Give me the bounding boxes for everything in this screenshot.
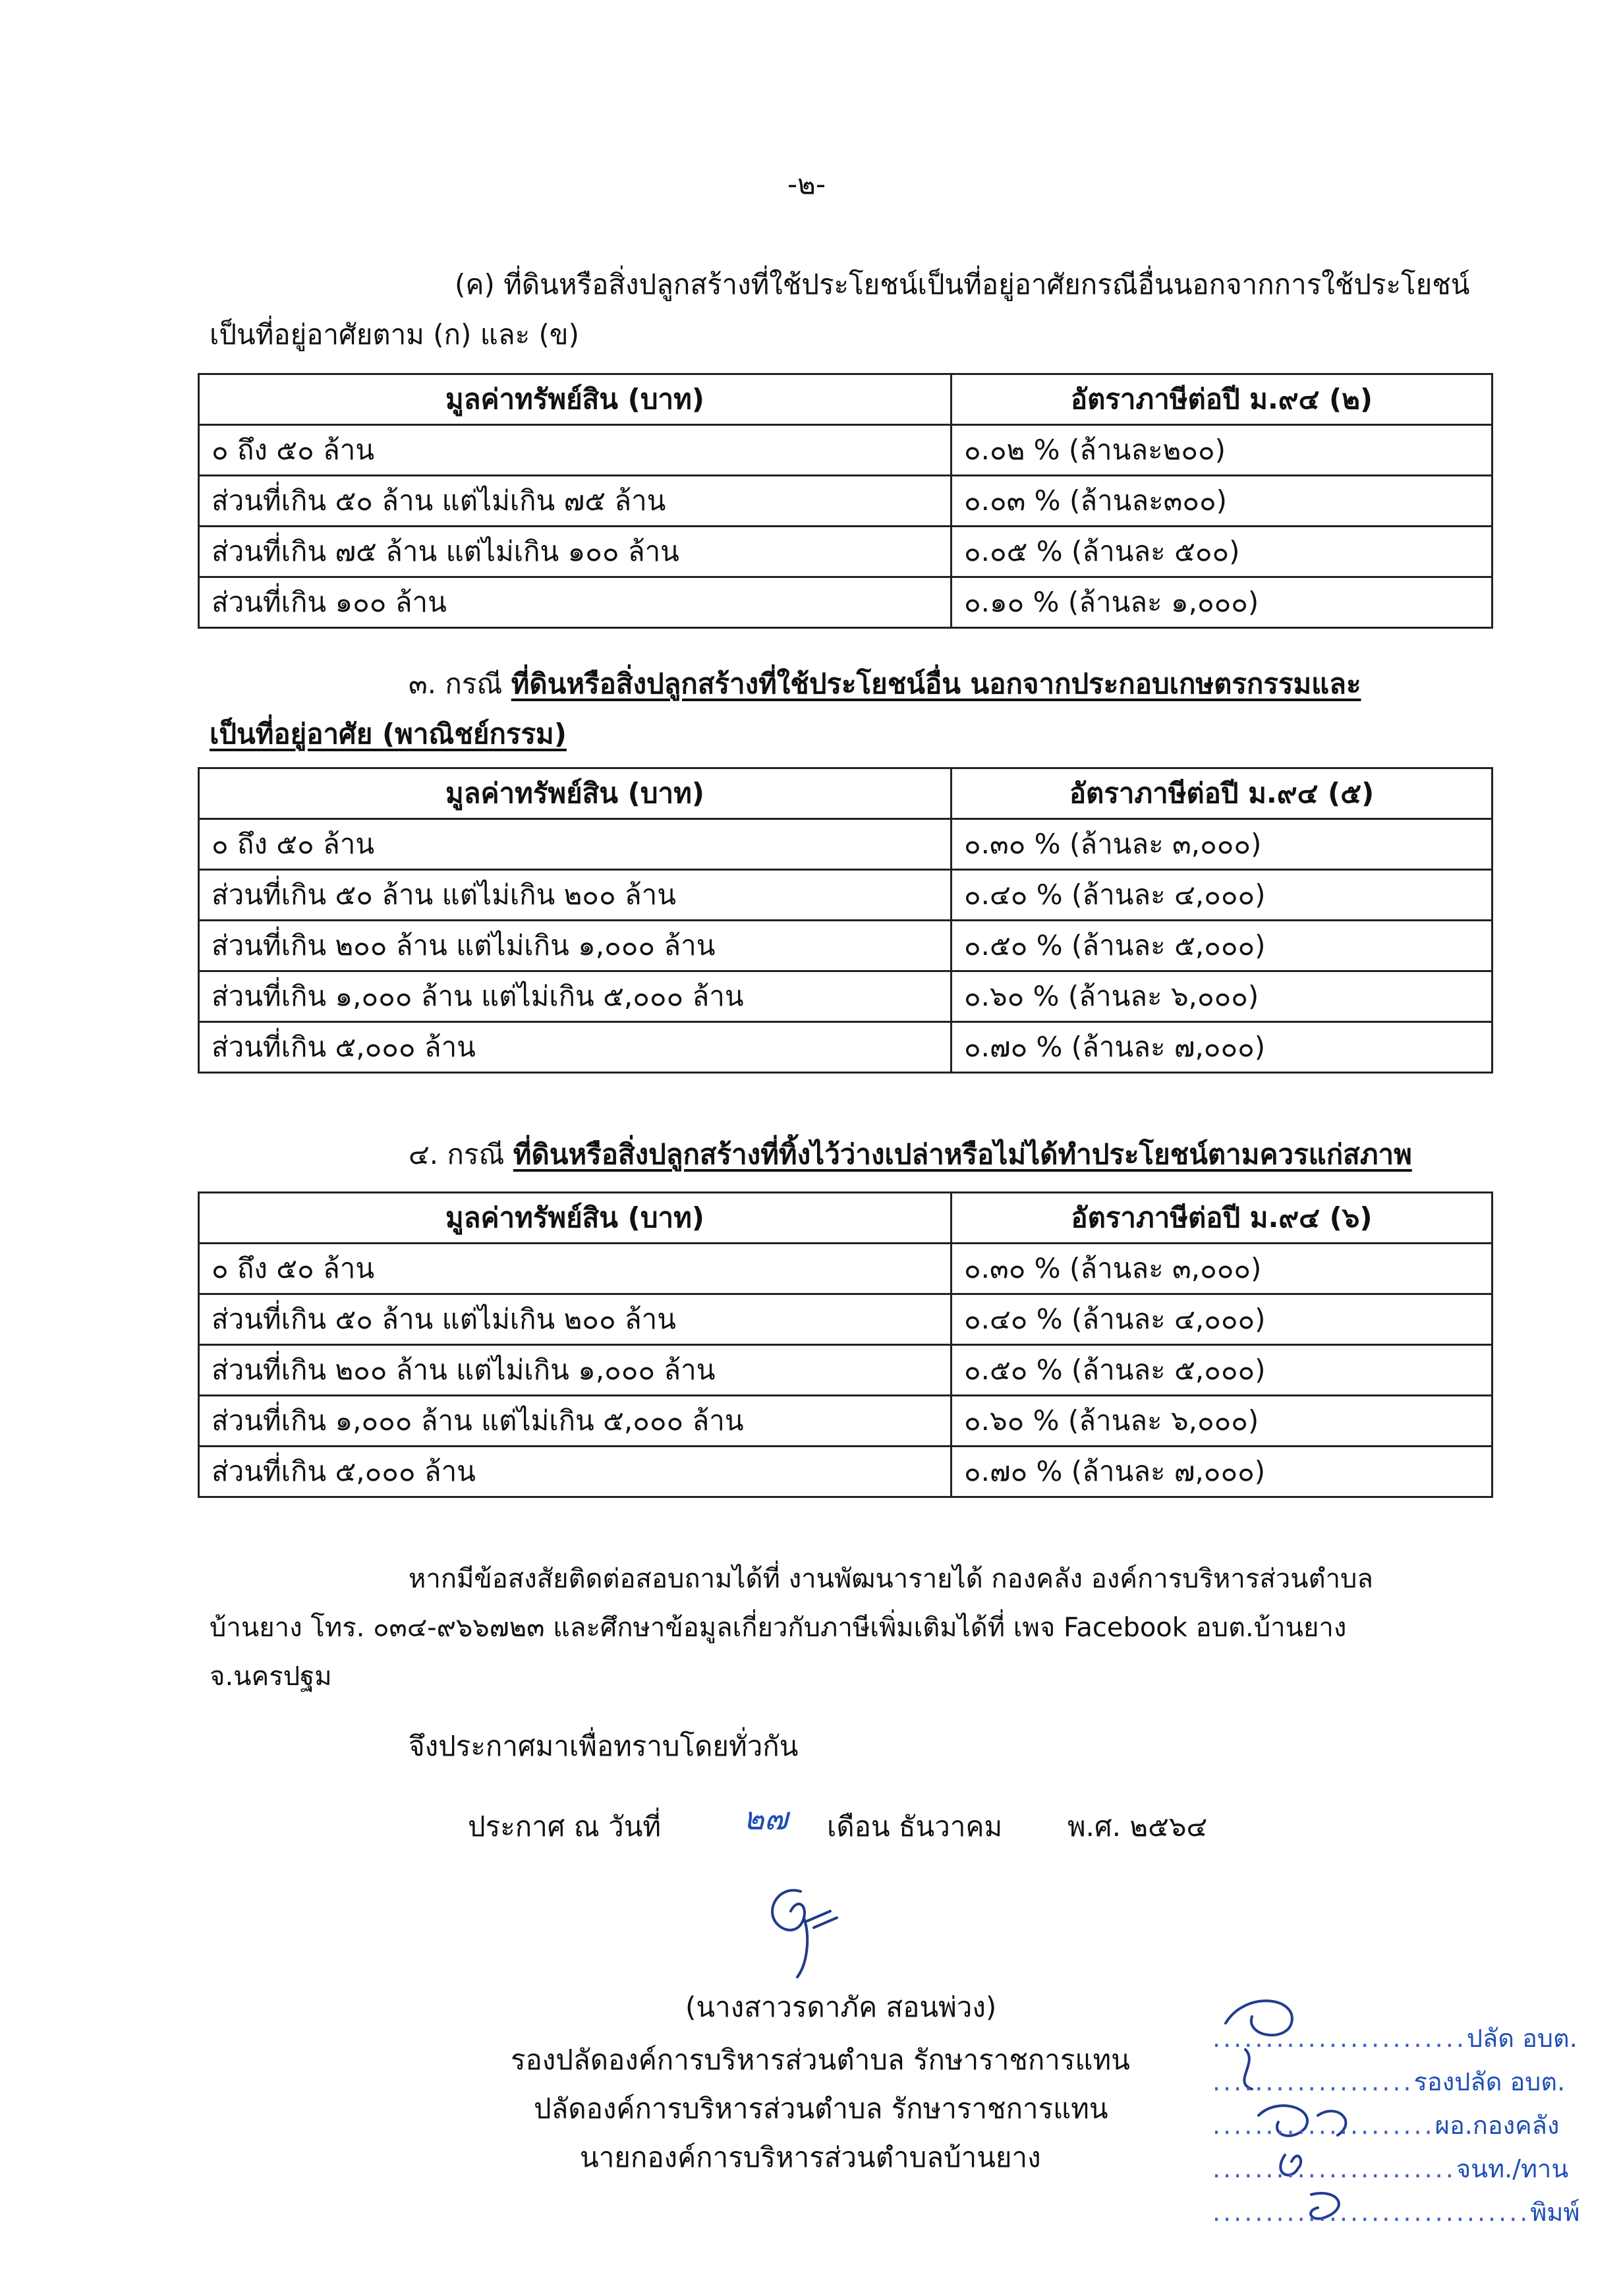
tax-rate-cell: ๐.๗๐ % (ล้านละ ๗,๐๐๐)	[952, 1447, 1492, 1497]
contact-line3: จ.นครปฐม	[210, 1661, 332, 1692]
table-row	[199, 1345, 1492, 1396]
table-row	[199, 476, 1492, 527]
signatory-name: (นางสาวรดาภัค สอนพ่วง)	[685, 1991, 997, 2023]
tax-rate-cell: ๐.๕๐ % (ล้านละ ๕,๐๐๐)	[952, 921, 1492, 971]
routing-label: พิมพ์	[1530, 2198, 1580, 2227]
table-row	[199, 1447, 1492, 1497]
property-value-cell: ส่วนที่เกิน ๑,๐๐๐ ล้าน แต่ไม่เกิน ๕,๐๐๐ ล้าน	[199, 971, 952, 1022]
tax-rate-cell: ๐.๑๐ % (ล้านละ ๑,๐๐๐)	[952, 577, 1492, 628]
column-header-tax-rate: อัตราภาษีต่อปี ม.๙๔ (๒)	[952, 374, 1492, 425]
table-row	[199, 1244, 1492, 1294]
contact-line1: หากมีข้อสงสัยติดต่อสอบถามได้ที่ งานพัฒนารายได้ กองคลัง องค์การบริหารส่วนตำบล	[409, 1564, 1373, 1594]
column-header-tax-rate: อัตราภาษีต่อปี ม.๙๔ (๖)	[952, 1193, 1492, 1244]
section-3-prefix: ๓. กรณี	[409, 668, 511, 700]
routing-item: ..............................พิมพ์	[1212, 2198, 1580, 2227]
property-value-cell: ส่วนที่เกิน ๕๐ ล้าน แต่ไม่เกิน ๗๕ ล้าน	[199, 476, 952, 527]
tax-rate-table-vacant-land	[198, 1191, 1493, 1498]
routing-item: ........................ปลัด อบต.	[1212, 2024, 1577, 2053]
tax-rate-cell: ๐.๐๒ % (ล้านละ๒๐๐)	[952, 425, 1492, 476]
contact-line2: บ้านยาง โทร. ๐๓๔-๙๖๖๗๒๓ และศึกษาข้อมูลเกี่ยวกับภาษีเพิ่มเติมได้ที่ เพจ Facebook อบต.บ้านยาง	[210, 1613, 1347, 1643]
section-3-title-line1: ที่ดินหรือสิ่งปลูกสร้างที่ใช้ประโยชน์อื่น นอกจากประกอบเกษตรกรรมและ	[511, 668, 1361, 700]
column-header-property-value: มูลค่าทรัพย์สิน (บาท)	[199, 374, 952, 425]
table-row	[199, 971, 1492, 1022]
table-row	[199, 527, 1492, 577]
table-row	[199, 921, 1492, 971]
routing-label: จนท./ทาน	[1456, 2154, 1569, 2183]
section-4-prefix: ๔. กรณี	[409, 1138, 513, 1170]
property-value-cell: ส่วนที่เกิน ๗๕ ล้าน แต่ไม่เกิน ๑๐๐ ล้าน	[199, 527, 952, 577]
tax-rate-cell: ๐.๖๐ % (ล้านละ ๖,๐๐๐)	[952, 971, 1492, 1022]
table-row	[199, 870, 1492, 921]
signatory-title-line3: นายกองค์การบริหารส่วนตำบลบ้านยาง	[580, 2141, 1041, 2173]
page-number: -๒-	[787, 168, 826, 200]
section-3-title-line2: เป็นที่อยู่อาศัย (พาณิชย์กรรม)	[210, 718, 567, 750]
property-value-cell: ๐ ถึง ๕๐ ล้าน	[199, 1244, 952, 1294]
routing-label: ผอ.กองคลัง	[1434, 2111, 1560, 2140]
column-header-tax-rate: อัตราภาษีต่อปี ม.๙๔ (๕)	[952, 768, 1492, 819]
routing-label: ปลัด อบต.	[1466, 2024, 1577, 2053]
section-4-heading	[409, 1135, 1412, 1174]
routing-initials-list	[1212, 2017, 1580, 2234]
tax-rate-table-residential-other	[198, 373, 1493, 629]
property-value-cell: ส่วนที่เกิน ๕๐ ล้าน แต่ไม่เกิน ๒๐๐ ล้าน	[199, 870, 952, 921]
property-value-cell: ๐ ถึง ๕๐ ล้าน	[199, 819, 952, 870]
date-month: เดือน ธันวาคม	[827, 1810, 1003, 1843]
property-value-cell: ส่วนที่เกิน ๕,๐๐๐ ล้าน	[199, 1022, 952, 1073]
property-value-cell: ส่วนที่เกิน ๕,๐๐๐ ล้าน	[199, 1447, 952, 1497]
table-row	[199, 1294, 1492, 1345]
tax-rate-cell: ๐.๔๐ % (ล้านละ ๔,๐๐๐)	[952, 1294, 1492, 1345]
property-value-cell: ส่วนที่เกิน ๑๐๐ ล้าน	[199, 577, 952, 628]
signatory-title-line1: รองปลัดองค์การบริหารส่วนตำบล รักษาราชการแทน	[511, 2044, 1130, 2076]
signature-image	[738, 1872, 870, 1984]
column-header-property-value: มูลค่าทรัพย์สิน (บาท)	[199, 768, 952, 819]
announcement-text: จึงประกาศมาเพื่อทราบโดยทั่วกัน	[409, 1730, 799, 1762]
table-row	[199, 1396, 1492, 1447]
date-prefix: ประกาศ ณ วันที่	[468, 1810, 662, 1843]
table-row	[199, 819, 1492, 870]
signatory-title-line2: ปลัดองค์การบริหารส่วนตำบล รักษาราชการแทน	[534, 2092, 1108, 2125]
tax-rate-cell: ๐.๕๐ % (ล้านละ ๕,๐๐๐)	[952, 1345, 1492, 1396]
property-value-cell: ส่วนที่เกิน ๕๐ ล้าน แต่ไม่เกิน ๒๐๐ ล้าน	[199, 1294, 952, 1345]
property-value-cell: ส่วนที่เกิน ๒๐๐ ล้าน แต่ไม่เกิน ๑,๐๐๐ ล้าน	[199, 1345, 952, 1396]
section-k-line1: (ค) ที่ดินหรือสิ่งปลูกสร้างที่ใช้ประโยชน์เป็นที่อยู่อาศัยกรณีอื่นนอกจากการใช้ประโยชน์	[455, 268, 1470, 301]
routing-item: ...................รองปลัด อบต.	[1212, 2067, 1566, 2096]
routing-label: รองปลัด อบต.	[1413, 2067, 1566, 2096]
table-row	[199, 1022, 1492, 1073]
tax-rate-cell: ๐.๐๕ % (ล้านละ ๕๐๐)	[952, 527, 1492, 577]
table-header-row	[199, 374, 1492, 425]
section-4-title: ที่ดินหรือสิ่งปลูกสร้างที่ทิ้งไว้ว่างเปล่าหรือไม่ได้ทำประโยชน์ตามควรแก่สภาพ	[513, 1138, 1412, 1170]
table-row	[199, 425, 1492, 476]
tax-rate-cell: ๐.๔๐ % (ล้านละ ๔,๐๐๐)	[952, 870, 1492, 921]
tax-rate-cell: ๐.๓๐ % (ล้านละ ๓,๐๐๐)	[952, 1244, 1492, 1294]
property-value-cell: ส่วนที่เกิน ๑,๐๐๐ ล้าน แต่ไม่เกิน ๕,๐๐๐ ล้าน	[199, 1396, 952, 1447]
property-value-cell: ส่วนที่เกิน ๒๐๐ ล้าน แต่ไม่เกิน ๑,๐๐๐ ล้าน	[199, 921, 952, 971]
tax-rate-cell: ๐.๗๐ % (ล้านละ ๗,๐๐๐)	[952, 1022, 1492, 1073]
tax-rate-cell: ๐.๓๐ % (ล้านละ ๓,๐๐๐)	[952, 819, 1492, 870]
tax-rate-table-commercial	[198, 767, 1493, 1074]
date-year: พ.ศ. ๒๕๖๔	[1067, 1810, 1208, 1843]
routing-item: .....................ผอ.กองคลัง	[1212, 2111, 1560, 2140]
table-header-row	[199, 768, 1492, 819]
column-header-property-value: มูลค่าทรัพย์สิน (บาท)	[199, 1193, 952, 1244]
property-value-cell: ๐ ถึง ๕๐ ล้าน	[199, 425, 952, 476]
date-day-handwritten: ๒๗	[743, 1800, 788, 1837]
tax-rate-cell: ๐.๖๐ % (ล้านละ ๖,๐๐๐)	[952, 1396, 1492, 1447]
section-3-heading	[409, 664, 1361, 704]
tax-rate-cell: ๐.๐๓ % (ล้านละ๓๐๐)	[952, 476, 1492, 527]
table-header-row	[199, 1193, 1492, 1244]
section-k-line2: เป็นที่อยู่อาศัยตาม (ก) และ (ข)	[210, 318, 579, 351]
routing-item: .......................จนท./ทาน	[1212, 2154, 1569, 2183]
table-row	[199, 577, 1492, 628]
